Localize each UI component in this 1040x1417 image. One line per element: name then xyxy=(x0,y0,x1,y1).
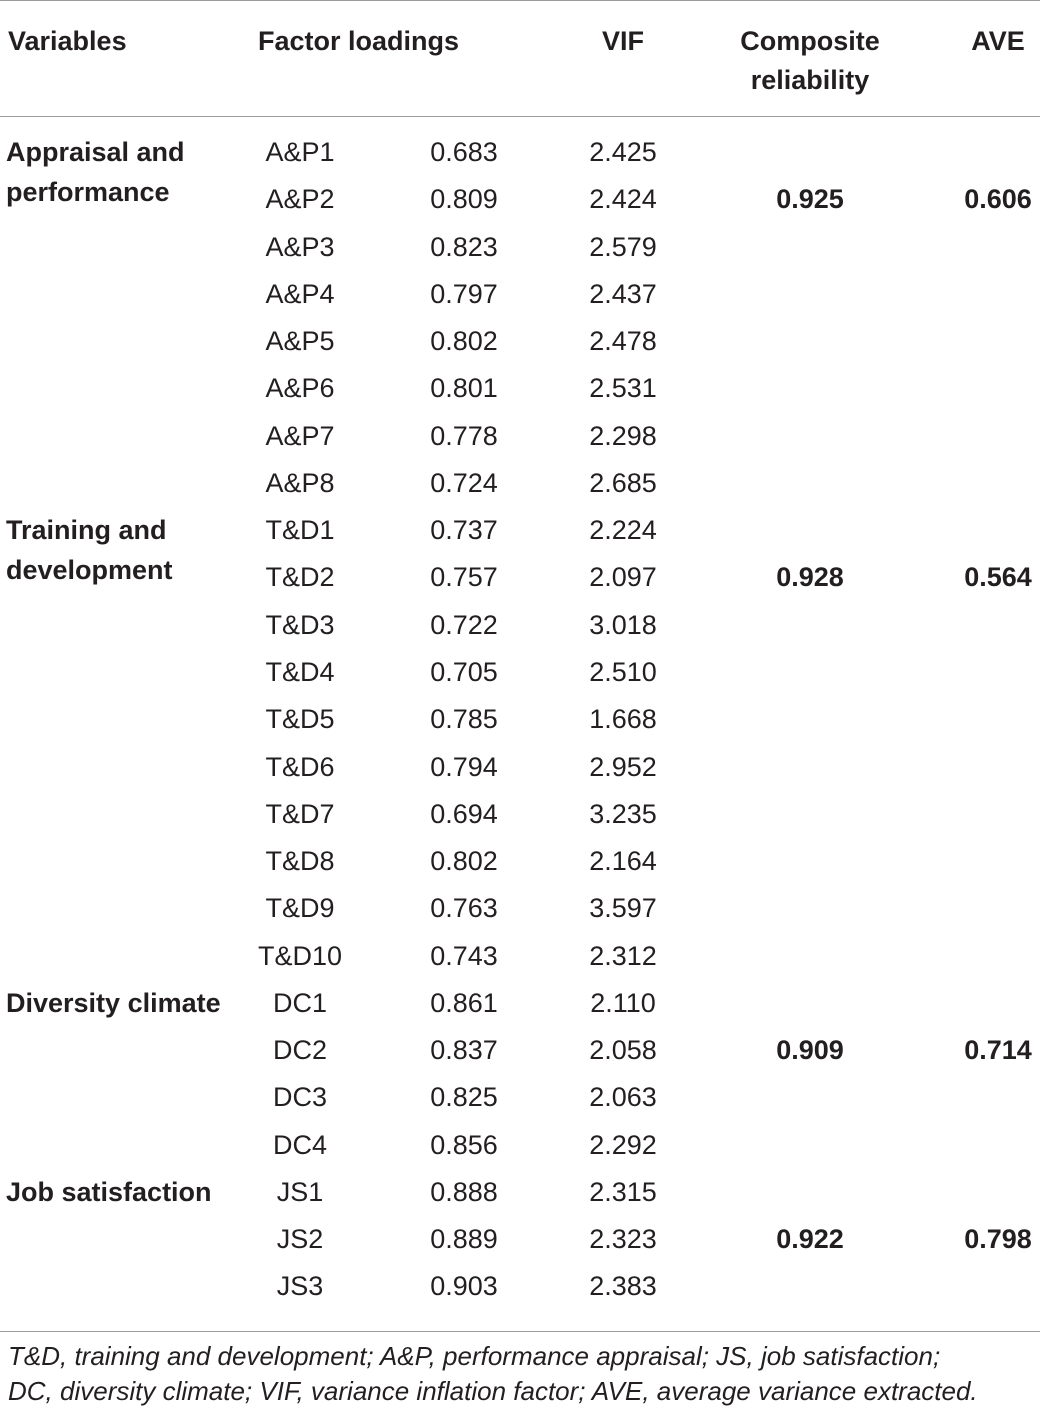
item-code: T&D4 xyxy=(265,656,335,687)
table-bottom-rule xyxy=(0,1331,1040,1332)
factor-loading-value: 0.724 xyxy=(430,467,498,498)
vif-value: 2.952 xyxy=(589,751,657,782)
ave-value: 0.564 xyxy=(964,562,1032,593)
vif-value: 2.315 xyxy=(589,1176,657,1207)
vif-value: 2.164 xyxy=(589,846,657,877)
factor-loading-value: 0.722 xyxy=(430,609,498,640)
vif-value: 2.579 xyxy=(589,231,657,262)
factor-loading-value: 0.888 xyxy=(430,1176,498,1207)
factor-loading-value: 0.809 xyxy=(430,184,498,215)
item-code: A&P8 xyxy=(265,467,335,498)
factor-loading-value: 0.705 xyxy=(430,656,498,687)
item-code: T&D1 xyxy=(265,515,335,546)
factor-loading-value: 0.694 xyxy=(430,798,498,829)
factor-loading-value: 0.737 xyxy=(430,515,498,546)
item-code: T&D8 xyxy=(265,846,335,877)
composite-reliability-value: 0.922 xyxy=(776,1224,844,1255)
factor-loading-value: 0.861 xyxy=(430,987,498,1018)
vif-value: 3.018 xyxy=(589,609,657,640)
vif-value: 2.312 xyxy=(589,940,657,971)
vif-value: 2.058 xyxy=(589,1035,657,1066)
item-code: DC3 xyxy=(272,1082,327,1113)
item-code: JS1 xyxy=(276,1176,324,1207)
item-code: A&P4 xyxy=(265,278,335,309)
factor-loading-value: 0.757 xyxy=(430,562,498,593)
vif-value: 2.323 xyxy=(589,1224,657,1255)
composite-reliability-value: 0.909 xyxy=(776,1035,844,1066)
item-code: T&D5 xyxy=(265,704,335,735)
item-code: JS2 xyxy=(276,1224,324,1255)
vif-value: 3.597 xyxy=(589,893,657,924)
composite-reliability-value: 0.925 xyxy=(776,184,844,215)
vif-value: 1.668 xyxy=(589,704,657,735)
ave-value: 0.714 xyxy=(964,1035,1032,1066)
header-factor-loadings: Factor loadings xyxy=(258,26,460,56)
vif-value: 2.531 xyxy=(589,373,657,404)
factor-loading-value: 0.785 xyxy=(430,704,498,735)
table-footnote xyxy=(8,1339,1038,1409)
variable-group-label: Job satisfaction xyxy=(6,1176,212,1207)
variable-group-label: Training and development xyxy=(6,515,173,586)
item-code: DC4 xyxy=(272,1129,327,1160)
factor-loading-value: 0.763 xyxy=(430,893,498,924)
factor-loading-value: 0.801 xyxy=(430,373,498,404)
composite-reliability-value: 0.928 xyxy=(776,562,844,593)
factor-loading-value: 0.802 xyxy=(430,326,498,357)
item-code: T&D6 xyxy=(265,751,335,782)
vif-value: 2.510 xyxy=(589,656,657,687)
table-top-rule xyxy=(0,0,1040,1)
factor-loading-value: 0.889 xyxy=(430,1224,498,1255)
footnote-line-1: T&D, training and development; A&P, performance appraisal; JS, job satisfaction; xyxy=(8,1341,941,1371)
factor-loading-value: 0.837 xyxy=(430,1035,498,1066)
vif-value: 2.224 xyxy=(589,515,657,546)
vif-value: 2.425 xyxy=(589,137,657,167)
vif-value: 2.478 xyxy=(589,326,657,357)
header-vif: VIF xyxy=(601,26,644,56)
vif-value: 3.235 xyxy=(589,798,657,829)
footnote-line-2: DC, diversity climate; VIF, variance inflation factor; AVE, average variance extracted. xyxy=(8,1376,978,1406)
vif-value: 2.424 xyxy=(589,184,657,215)
vif-value: 2.110 xyxy=(590,987,656,1018)
factor-loading-value: 0.825 xyxy=(430,1082,498,1113)
factor-loading-value: 0.794 xyxy=(430,751,498,782)
vif-value: 2.292 xyxy=(589,1129,657,1160)
vif-value: 2.298 xyxy=(589,420,657,451)
factor-loading-value: 0.802 xyxy=(430,846,498,877)
vif-value: 2.437 xyxy=(589,278,657,309)
variable-group-label: Diversity climate xyxy=(6,987,221,1018)
factor-loading-value: 0.903 xyxy=(430,1271,498,1302)
header-composite-reliability: Composite reliability xyxy=(740,26,880,95)
item-code: A&P3 xyxy=(265,231,335,262)
item-code: A&P2 xyxy=(265,184,335,215)
item-code: T&D7 xyxy=(265,798,335,829)
item-code: A&P1 xyxy=(265,137,335,167)
item-code: DC2 xyxy=(272,1035,327,1066)
vif-value: 2.685 xyxy=(589,467,657,498)
item-code: T&D9 xyxy=(265,893,335,924)
vif-value: 2.063 xyxy=(589,1082,657,1113)
item-code: JS3 xyxy=(276,1271,324,1302)
factor-loading-value: 0.797 xyxy=(430,278,498,309)
vif-value: 2.097 xyxy=(589,562,657,593)
factor-loading-value: 0.856 xyxy=(430,1129,498,1160)
factor-loading-value: 0.778 xyxy=(430,420,498,451)
item-code: T&D3 xyxy=(265,609,335,640)
ave-value: 0.798 xyxy=(964,1224,1032,1255)
item-code: DC1 xyxy=(272,987,327,1018)
factor-loading-value: 0.823 xyxy=(430,231,498,262)
header-divider-rule xyxy=(0,116,1040,117)
item-code: A&P6 xyxy=(265,373,335,404)
ave-value: 0.606 xyxy=(964,184,1032,215)
factor-loading-value: 0.683 xyxy=(430,137,498,167)
item-code: T&D2 xyxy=(265,562,335,593)
header-variables: Variables xyxy=(8,26,127,56)
header-ave: AVE xyxy=(971,26,1025,56)
variable-group-label: Appraisal and performance xyxy=(6,137,185,207)
item-code: A&P5 xyxy=(265,326,335,357)
vif-value: 2.383 xyxy=(589,1271,657,1302)
item-code: T&D10 xyxy=(257,940,343,971)
item-code: A&P7 xyxy=(265,420,335,451)
factor-loading-value: 0.743 xyxy=(430,940,498,971)
